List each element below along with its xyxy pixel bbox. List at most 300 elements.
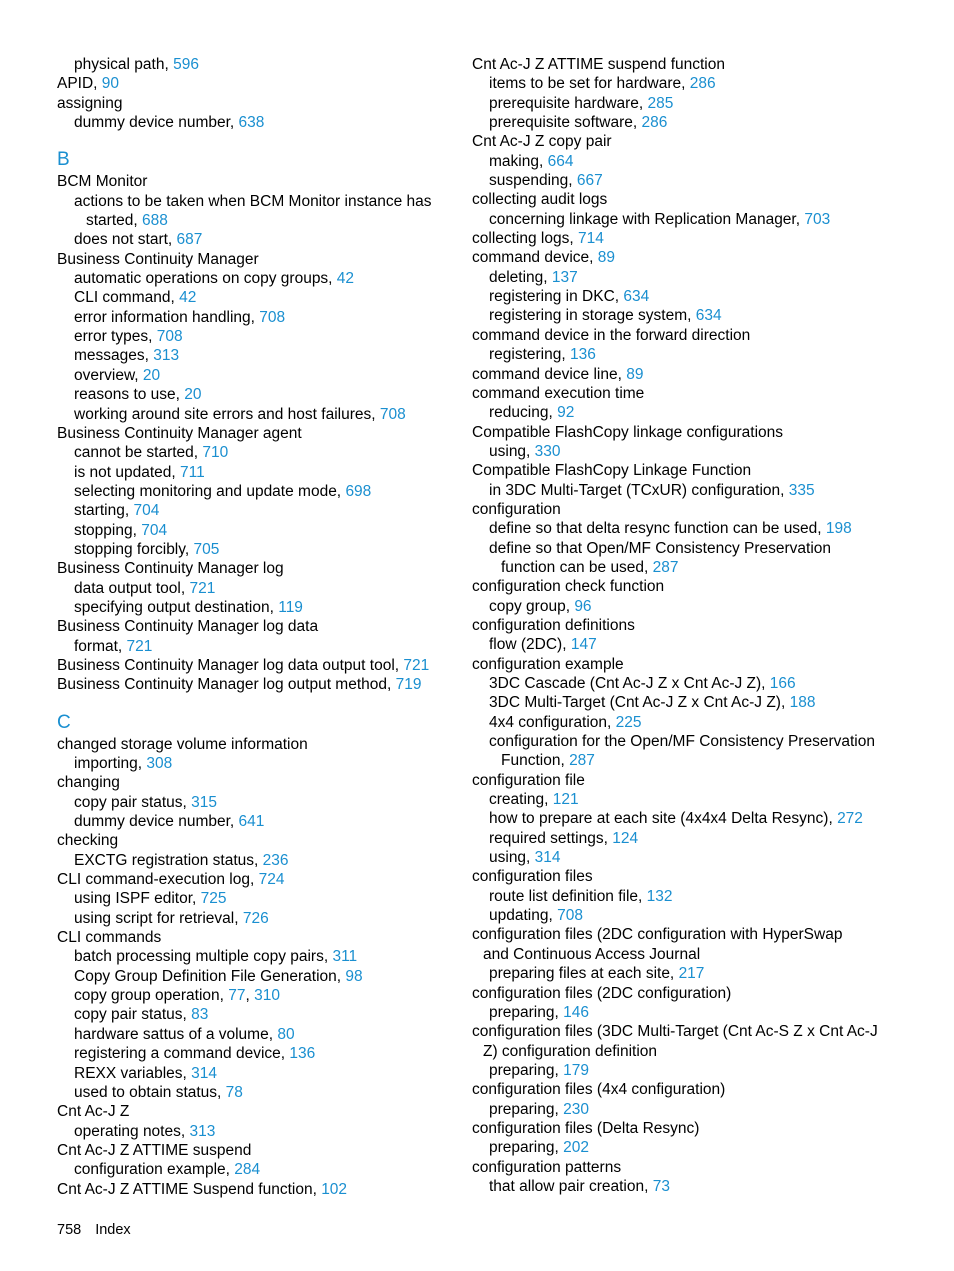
index-subentry — [57, 540, 457, 559]
page-link[interactable]: 83 — [191, 1006, 209, 1024]
entry-text: Function, — [501, 752, 570, 770]
index-subentry — [57, 1005, 457, 1024]
index-subentry — [472, 693, 892, 712]
entry-text: and Continuous Access Journal — [483, 945, 701, 963]
entry-text: command device, — [472, 249, 598, 267]
footer-section: Index — [95, 1222, 131, 1238]
index-subentry — [472, 1003, 892, 1022]
index-subentry — [57, 909, 457, 928]
index-subentry — [472, 597, 892, 616]
entry-text: changed storage volume information — [57, 735, 308, 753]
entry-text: copy pair status, — [74, 793, 192, 811]
index-subentry — [57, 113, 457, 132]
entry-text: prerequisite software, — [489, 114, 642, 132]
page-link[interactable]: 714 — [577, 230, 604, 248]
index-subentry — [57, 793, 457, 812]
entry-text: Business Continuity Manager — [57, 250, 259, 268]
index-column-left — [57, 55, 457, 1199]
page-link[interactable]: 704 — [133, 502, 160, 520]
page-link[interactable]: 179 — [563, 1061, 589, 1079]
index-subentry — [472, 751, 892, 770]
page-link[interactable]: 286 — [689, 75, 716, 93]
entry-text: required settings, — [489, 829, 613, 847]
page-link[interactable]: 667 — [576, 172, 603, 190]
entry-text: configuration patterns — [472, 1158, 622, 1176]
index-entry — [57, 250, 457, 269]
index-column-right — [472, 55, 892, 1196]
page-link[interactable]: 285 — [647, 94, 674, 112]
index-subentry — [472, 945, 892, 964]
page-link[interactable]: 708 — [156, 328, 183, 346]
index-subentry — [57, 967, 457, 986]
entry-text: command device line, — [472, 365, 627, 383]
entry-text: started, — [86, 212, 142, 230]
entry-text: Compatible FlashCopy Linkage Function — [472, 462, 752, 480]
page-link[interactable]: 272 — [837, 810, 863, 828]
page-link[interactable]: 308 — [146, 755, 173, 772]
page-link[interactable]: 726 — [242, 909, 269, 927]
index-entry — [57, 617, 457, 636]
index-entry — [57, 559, 457, 578]
entry-text: preparing, — [489, 1100, 564, 1118]
page-link[interactable]: 20 — [184, 386, 202, 404]
index-entry — [472, 500, 892, 519]
entry-text: preparing, — [489, 1003, 564, 1021]
page-link[interactable]: 721 — [189, 579, 216, 597]
entry-text: selecting monitoring and update mode, — [74, 482, 346, 500]
index-subentry — [57, 308, 457, 327]
index-subentry — [57, 327, 457, 346]
index-subentry — [472, 113, 892, 132]
index-subentry — [57, 482, 457, 501]
page-link[interactable]: 284 — [234, 1161, 261, 1179]
page-link[interactable]: 286 — [641, 114, 668, 132]
entry-text: error types, — [74, 328, 157, 346]
entry-text: working around site errors and host failures, — [74, 405, 380, 423]
index-entry — [472, 132, 892, 151]
page-link[interactable]: 188 — [789, 694, 816, 712]
entry-text: checking — [57, 832, 119, 850]
entry-text: Business Continuity Manager log — [57, 560, 284, 578]
index-entry — [57, 424, 457, 443]
entry-text: cannot be started, — [74, 444, 203, 462]
entry-text: using ISPF editor, — [74, 890, 201, 908]
index-subentry — [57, 947, 457, 966]
entry-text: Business Continuity Manager log data — [57, 618, 319, 636]
entry-text: format, — [74, 637, 127, 655]
entry-text: using, — [489, 442, 535, 460]
entry-text: using, — [489, 849, 535, 867]
page-link[interactable]: 98 — [345, 967, 363, 985]
page-link[interactable]: 287 — [569, 752, 595, 770]
entry-text: Compatible FlashCopy linkage configurations — [472, 423, 784, 441]
index-subentry — [472, 1138, 892, 1157]
entry-text: configuration files (4x4 configuration) — [472, 1081, 726, 1099]
entry-text: Business Continuity Manager log data output tool, — [57, 656, 404, 674]
index-subentry — [472, 345, 892, 364]
entry-text: Cnt Ac-J Z — [57, 1103, 130, 1121]
index-subentry — [472, 442, 892, 461]
index-subentry — [57, 288, 457, 307]
page-link[interactable]: 92 — [557, 404, 575, 422]
page-link[interactable]: 708 — [259, 308, 286, 326]
page-link[interactable]: 641 — [238, 813, 265, 831]
page-link[interactable]: 89 — [597, 249, 616, 267]
index-entry — [57, 928, 457, 947]
entry-text: assigning — [57, 94, 123, 112]
index-subentry — [57, 192, 457, 211]
entry-text: reducing, — [489, 404, 558, 422]
page-link[interactable]: 634 — [623, 288, 650, 306]
page-link[interactable]: 708 — [379, 405, 406, 423]
index-entry — [472, 577, 892, 596]
index-subentry — [57, 1025, 457, 1044]
entry-text: configuration files (Delta Resync) — [472, 1119, 700, 1137]
page-link[interactable]: 314 — [534, 849, 561, 867]
index-subentry — [472, 1100, 892, 1119]
entry-text: changing — [57, 774, 120, 792]
entry-text: preparing, — [489, 1061, 564, 1079]
index-subentry — [57, 889, 457, 908]
page-link[interactable]: 136 — [289, 1045, 316, 1063]
entry-text: registering in storage system, — [489, 307, 696, 325]
entry-text: hardware sattus of a volume, — [74, 1025, 278, 1043]
index-subentry — [57, 385, 457, 404]
page-link[interactable]: 315 — [191, 793, 218, 811]
index-subentry — [57, 443, 457, 462]
index-entry — [57, 74, 457, 93]
entry-text: configuration files (2DC configuration with HyperSwap — [472, 926, 843, 944]
entry-text: batch processing multiple copy pairs, — [74, 948, 333, 966]
page-link[interactable]: 147 — [570, 636, 597, 654]
index-subentry — [472, 1177, 892, 1196]
index-entry — [472, 867, 892, 886]
page-link[interactable]: 688 — [142, 212, 168, 230]
entry-text: how to prepare at each site (4x4x4 Delta Resync), — [489, 810, 838, 828]
index-entry — [57, 1180, 457, 1199]
page-link[interactable]: 687 — [176, 231, 203, 249]
entry-text: configuration files — [472, 868, 593, 886]
page-link[interactable]: 198 — [825, 520, 852, 538]
index-entry — [472, 229, 892, 248]
index-subentry — [472, 635, 892, 654]
entry-text: registering, — [489, 346, 570, 364]
entry-text: items to be set for hardware, — [489, 75, 690, 93]
entry-text: configuration example, — [74, 1161, 235, 1179]
page-link[interactable]: 704 — [141, 521, 168, 539]
entry-text: 4x4 configuration, — [489, 713, 616, 731]
index-letter-heading: C — [57, 711, 71, 733]
index-subentry — [57, 1083, 457, 1102]
page-link[interactable]: 102 — [321, 1180, 348, 1198]
entry-text: is not updated, — [74, 463, 180, 481]
page-link[interactable]: 137 — [551, 268, 578, 286]
entry-text: configuration files (3DC Multi-Target (Cnt Ac-S Z x Cnt Ac-J — [472, 1023, 878, 1041]
page-link[interactable]: 20 — [142, 366, 161, 384]
page-link[interactable]: 230 — [563, 1100, 589, 1118]
index-entry — [57, 94, 457, 113]
index-entry — [472, 1022, 892, 1041]
entry-text: data output tool, — [74, 579, 190, 597]
entry-text: command device in the forward direction — [472, 326, 751, 344]
entry-text: Cnt Ac-J Z ATTIME suspend function — [472, 56, 725, 73]
entry-text: copy pair status, — [74, 1006, 192, 1024]
entry-text: define so that Open/MF Consistency Preservation — [489, 539, 832, 557]
index-entry — [472, 190, 892, 209]
page-link[interactable]: 311 — [332, 948, 358, 966]
page-link[interactable]: 721 — [126, 637, 153, 655]
index-subentry — [57, 366, 457, 385]
index-subentry — [472, 964, 892, 983]
page-link[interactable]: 596 — [173, 56, 199, 73]
index-letter-heading: B — [57, 149, 70, 171]
index-subentry — [57, 521, 457, 540]
page-link[interactable]: 77 — [228, 987, 246, 1005]
entry-text: Copy Group Definition File Generation, — [74, 967, 346, 985]
page-link[interactable]: 335 — [788, 481, 815, 499]
index-entry — [57, 735, 457, 754]
index-subentry — [57, 579, 457, 598]
index-entry — [472, 925, 892, 944]
entry-text: configuration definitions — [472, 616, 635, 634]
page-link[interactable]: 708 — [557, 907, 583, 925]
index-entry — [472, 1080, 892, 1099]
entry-text: command execution time — [472, 384, 645, 402]
entry-text: Business Continuity Manager agent — [57, 424, 302, 442]
entry-text: used to obtain status, — [74, 1083, 226, 1101]
entry-text: automatic operations on copy groups, — [74, 270, 337, 288]
page-link[interactable]: 664 — [547, 152, 574, 170]
entry-text: importing, — [74, 755, 147, 772]
index-entry — [472, 423, 892, 442]
page-link[interactable]: 90 — [101, 75, 120, 93]
index-entry — [472, 365, 892, 384]
entry-text: configuration example — [472, 655, 624, 673]
index-subentry — [57, 1160, 457, 1179]
index-subentry — [57, 1064, 457, 1083]
index-subentry — [57, 346, 457, 365]
entry-text: error information handling, — [74, 308, 260, 326]
index-subentry — [472, 829, 892, 848]
index-subentry — [57, 463, 457, 482]
entry-text: APID, — [57, 75, 102, 93]
page-link[interactable]: 711 — [180, 463, 205, 481]
entry-text: Business Continuity Manager log output method, — [57, 676, 396, 694]
index-entry — [472, 984, 892, 1003]
entry-text: copy group, — [489, 597, 575, 615]
page-link[interactable]: 287 — [652, 558, 679, 576]
page-link[interactable]: 705 — [193, 540, 220, 558]
page-link[interactable]: 719 — [395, 676, 422, 694]
index-subentry — [472, 809, 892, 828]
page-link[interactable]: 313 — [189, 1122, 216, 1140]
page-link[interactable]: 310 — [254, 987, 280, 1005]
entry-text: CLI commands — [57, 929, 162, 947]
entry-text: that allow pair creation, — [489, 1177, 653, 1195]
index-subentry — [472, 287, 892, 306]
page-number: 758 — [57, 1222, 82, 1238]
page-link[interactable]: 721 — [403, 656, 430, 674]
page-link[interactable]: 132 — [646, 887, 673, 905]
index-entry — [57, 870, 457, 889]
entry-text: 3DC Cascade (Cnt Ac-J Z x Cnt Ac-J Z), — [489, 675, 770, 692]
page-link[interactable]: 119 — [278, 598, 303, 616]
page-footer — [57, 1222, 131, 1238]
entry-text: dummy device number, — [74, 813, 239, 831]
page-link[interactable]: 202 — [563, 1139, 589, 1157]
index-subentry — [472, 732, 892, 751]
index-subentry — [57, 501, 457, 520]
entry-text: configuration files (2DC configuration) — [472, 984, 732, 1002]
entry-text: prerequisite hardware, — [489, 94, 648, 112]
page-link[interactable]: 80 — [277, 1025, 295, 1043]
index-subentry — [472, 152, 892, 171]
entry-text: in 3DC Multi-Target (TCxUR) configuration, — [489, 481, 789, 499]
index-entry — [472, 326, 892, 345]
page-link[interactable]: 703 — [804, 210, 831, 228]
entry-text: copy group operation, — [74, 987, 229, 1005]
index-subentry — [57, 211, 457, 230]
index-subentry — [472, 558, 892, 577]
page-link[interactable]: 330 — [534, 442, 561, 460]
entry-text: updating, — [489, 907, 558, 925]
page-link[interactable]: 236 — [262, 851, 289, 869]
entry-text: collecting audit logs — [472, 191, 608, 209]
page-link[interactable]: 634 — [695, 307, 722, 325]
entry-text: messages, — [74, 347, 154, 365]
entry-text: configuration file — [472, 771, 585, 789]
entry-text: deleting, — [489, 268, 552, 286]
index-entry — [472, 1158, 892, 1177]
entry-text: does not start, — [74, 231, 177, 249]
entry-text: BCM Monitor — [57, 173, 148, 191]
page-link[interactable]: 73 — [652, 1177, 670, 1195]
index-entry — [472, 248, 892, 267]
entry-text: actions to be taken when BCM Monitor instance has — [74, 192, 432, 210]
index-entry — [57, 773, 457, 792]
index-entry — [57, 172, 457, 191]
entry-text: using script for retrieval, — [74, 909, 243, 927]
index-subentry — [472, 674, 892, 693]
entry-text: stopping, — [74, 521, 142, 539]
index-subentry — [472, 539, 892, 558]
page-link[interactable]: 710 — [202, 444, 229, 462]
index-entry — [472, 771, 892, 790]
entry-text: EXCTG registration status, — [74, 851, 263, 869]
entry-text: Cnt Ac-J Z ATTIME Suspend function, — [57, 1180, 322, 1198]
index-subentry — [472, 94, 892, 113]
index-subentry — [472, 713, 892, 732]
page-link[interactable]: 121 — [552, 791, 579, 809]
page-link[interactable]: 698 — [345, 482, 372, 500]
entry-text: Cnt Ac-J Z ATTIME suspend — [57, 1141, 252, 1159]
entry-text: starting, — [74, 502, 134, 520]
entry-text: concerning linkage with Replication Manager, — [489, 210, 805, 228]
index-entry — [472, 461, 892, 480]
index-subentry — [57, 1122, 457, 1141]
index-subentry — [472, 519, 892, 538]
entry-text: dummy device number, — [74, 114, 239, 132]
index-subentry — [472, 790, 892, 809]
page-link[interactable]: 78 — [225, 1083, 243, 1101]
entry-text: creating, — [489, 791, 553, 809]
entry-text: making, — [489, 152, 548, 170]
entry-text: operating notes, — [74, 1122, 190, 1140]
entry-text: preparing files at each site, — [489, 965, 679, 983]
index-subentry — [57, 405, 457, 424]
index-subentry — [472, 306, 892, 325]
entry-text: REXX variables, — [74, 1064, 192, 1082]
entry-text: 3DC Multi-Target (Cnt Ac-J Z x Cnt Ac-J Z), — [489, 694, 790, 712]
page-link[interactable]: 42 — [336, 270, 355, 288]
page-link[interactable]: 136 — [569, 346, 596, 364]
index-entry — [472, 616, 892, 635]
entry-text: Z) configuration definition — [483, 1042, 658, 1060]
index-subentry — [57, 986, 457, 1005]
entry-text: registering in DKC, — [489, 288, 624, 306]
entry-text: physical path, — [74, 56, 174, 73]
index-subentry — [472, 1042, 892, 1061]
page-link[interactable]: 96 — [574, 597, 592, 615]
page-link[interactable]: 724 — [258, 871, 285, 889]
page-link[interactable]: 638 — [238, 114, 265, 132]
page-link[interactable]: 725 — [200, 890, 227, 908]
page-link[interactable]: 146 — [563, 1003, 589, 1021]
page-link[interactable]: 42 — [179, 289, 197, 307]
entry-text: configuration for the Open/MF Consistency Preservation — [489, 733, 875, 751]
index-subentry — [472, 887, 892, 906]
entry-text: specifying output destination, — [74, 598, 279, 616]
page-link[interactable]: 314 — [191, 1064, 218, 1082]
index-subentry — [57, 812, 457, 831]
index-subentry — [472, 906, 892, 925]
index-subentry — [57, 637, 457, 656]
entry-text: route list definition file, — [489, 887, 647, 905]
page-link[interactable]: 217 — [678, 965, 705, 983]
page-link[interactable]: 166 — [769, 675, 796, 692]
index-entry — [57, 831, 457, 850]
entry-text: define so that delta resync function can be used, — [489, 520, 826, 538]
index-entry — [472, 655, 892, 674]
index-entry — [472, 1119, 892, 1138]
page-link[interactable]: 313 — [153, 347, 180, 365]
index-entry — [472, 384, 892, 403]
index-subentry — [472, 848, 892, 867]
entry-text: CLI command-execution log, — [57, 871, 259, 889]
entry-text: overview, — [74, 366, 143, 384]
index-entry — [57, 656, 457, 675]
entry-text: collecting logs, — [472, 230, 578, 248]
entry-text: function can be used, — [501, 558, 653, 576]
index-subentry — [472, 74, 892, 93]
index-subentry — [57, 851, 457, 870]
index-entry — [472, 55, 892, 74]
entry-text: CLI command, — [74, 289, 180, 307]
index-subentry — [472, 210, 892, 229]
index-subentry — [57, 269, 457, 288]
page-link[interactable]: 225 — [615, 713, 642, 731]
index-subentry — [57, 55, 457, 74]
index-subentry — [57, 1044, 457, 1063]
entry-text: Cnt Ac-J Z copy pair — [472, 133, 612, 151]
index-subentry — [472, 1061, 892, 1080]
page-link[interactable]: 124 — [612, 829, 639, 847]
entry-text: preparing, — [489, 1139, 564, 1157]
entry-text: registering a command device, — [74, 1045, 290, 1063]
index-entry — [57, 675, 457, 694]
entry-text: configuration check function — [472, 578, 665, 596]
page-link[interactable]: 89 — [626, 365, 644, 383]
